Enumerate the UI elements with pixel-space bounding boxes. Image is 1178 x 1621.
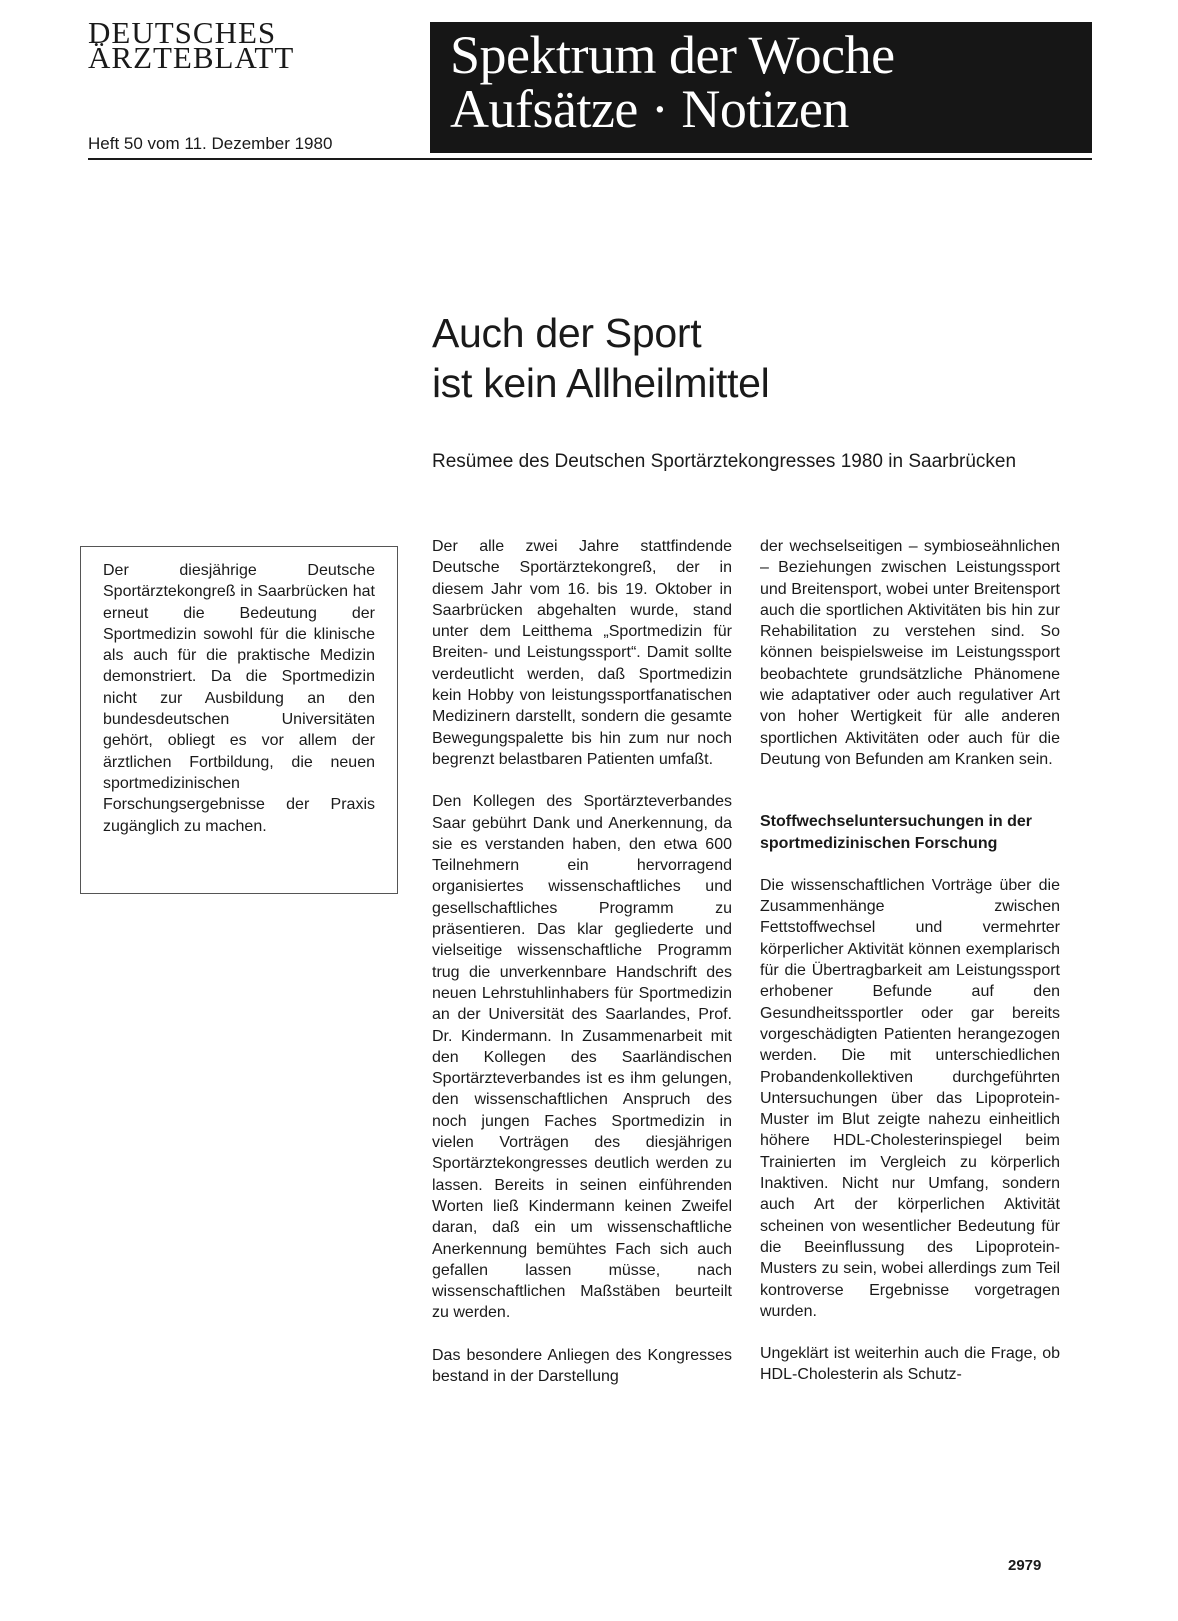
masthead-line-1: DEUTSCHES	[88, 15, 277, 50]
text-column-3	[760, 536, 1060, 1386]
section-banner	[430, 22, 1092, 153]
title-line-1: Auch der Sport	[432, 310, 702, 356]
issue-info: Heft 50 vom 11. Dezember 1980	[88, 134, 333, 153]
section-heading: Stoffwechseluntersuchungen in der sportmedizinischen Forschung	[760, 813, 1033, 852]
paragraph: Den Kollegen des Sportärzteverbandes Saar gebührt Dank und Anerkennung, da sie es verstanden haben, den etwa 600 Teilnehmern ein hervorragend organisiertes wissenschaftliches und gesellschaftliches Programm zu präsentieren. Das klar gegliederte und vielseitige wissenschaftliche Programm trug die unverkennbare Handschrift des neuen Lehrstuhlinhabers für Sportmedizin an der Universität des Saarlandes, Prof. Dr. Kindermann. In Zusammenarbeit mit den Kollegen des Saarländischen Sportärzteverbandes ist es ihm gelungen, den wissenschaftlichen Anspruch des noch jungen Faches Sportmedizin in vielen Vorträgen des diesjährigen Sportärztekongresses deutlich werden zu lassen. Bereits in seinen einführenden Worten ließ Kindermann keinen Zweifel daran, daß ein um wissenschaftliche Anerkennung bemühtes Fach sich auch gefallen lassen müsse, nach wissenschaftlichen Maßstäben beurteilt zu werden.	[432, 793, 732, 1322]
title-line-2: ist kein Allheilmittel	[432, 360, 770, 406]
page-number: 2979	[1008, 1557, 1042, 1574]
paragraph: Der alle zwei Jahre stattfindende Deutsche Sportärztekongreß, der in diesem Jahr vom 16. bis 19. Oktober in Saarbrücken abgehalten wurde, stand unter dem Leitthema „Sportmedizin für Breiten- und Leistungssport“. Damit sollte verdeutlicht werden, daß Sportmedizin kein Hobby von leistungssportfanatischen Medizinern darstellt, sondern die gesamte Bewegungspalette bis hin zum nur noch begrenzt belastbaren Patienten umfaßt.	[432, 538, 732, 768]
paragraph: der wechselseitigen – symbioseähnlichen – Beziehungen zwischen Leistungssport und Breitensport, wobei unter Breitensport auch die sportlichen Aktivitäten bis hin zur Rehabilitation zu verstehen sind. So können beispielsweise im Leistungssport beobachtete grundsätzliche Phänomene wie adaptativer oder auch regulativer Art von hoher Wertigkeit für alle anderen sportlichen Aktivitäten oder auch für die Deutung von Befunden am Kranken sein.	[760, 538, 1060, 768]
abstract-paragraph: Der diesjährige Deutsche Sportärztekongreß in Saarbrücken hat erneut die Bedeutung der Sportmedizin sowohl für die klinische als auch für die praktische Medizin demonstriert. Da die Sportmedizin nicht zur Ausbildung an den bundesdeutschen Universitäten gehört, obliegt es vor allem der ärztlichen Fortbildung, die neuen sportmedizinischen Forschungsergebnisse der Praxis zugänglich zu machen.	[103, 562, 375, 835]
header-rule	[88, 158, 1092, 160]
paragraph: Das besondere Anliegen des Kongresses bestand in der Darstellung	[432, 1346, 732, 1385]
banner-line-2: Aufsätze · Notizen	[450, 79, 849, 139]
paragraph: Die wissenschaftlichen Vorträge über die Zusammenhänge zwischen Fettstoffwechsel und vermehrter körperlicher Aktivität können exemplarisch für die Übertragbarkeit am Leistungssport erhobener Befunde auf den Gesundheitssportler oder gar bereits vorgeschädigten Patienten herangezogen werden. Die mit unterschiedlichen Probandenkollektiven durchgeführten Untersuchungen über das Lipoprotein-Muster im Blut zeigte nahezu einheitlich höhere HDL-Cholesterinspiegel beim Trainierten im Vergleich zu körperlich Inaktiven. Nicht nur Umfang, sondern auch Art der körperlichen Aktivität scheinen von wesentlicher Bedeutung für die Beeinflussung des Lipoprotein-Musters zu sein, wobei allerdings zum Teil kontroverse Ergebnisse vorgetragen wurden.	[760, 876, 1060, 1320]
banner-line-1: Spektrum der Woche	[450, 25, 895, 85]
article-subtitle: Resümee des Deutschen Sportärztekongresses 1980 in Saarbrücken	[432, 451, 1017, 472]
masthead-line-2: ÄRZTEBLATT	[88, 40, 295, 75]
journal-masthead	[88, 15, 408, 75]
paragraph: Ungeklärt ist weiterhin auch die Frage, ob HDL-Cholesterin als Schutz-	[760, 1345, 1060, 1384]
abstract-box	[80, 546, 398, 894]
article-title	[432, 308, 769, 408]
text-column-2	[432, 536, 732, 1387]
abstract-text	[103, 560, 375, 837]
